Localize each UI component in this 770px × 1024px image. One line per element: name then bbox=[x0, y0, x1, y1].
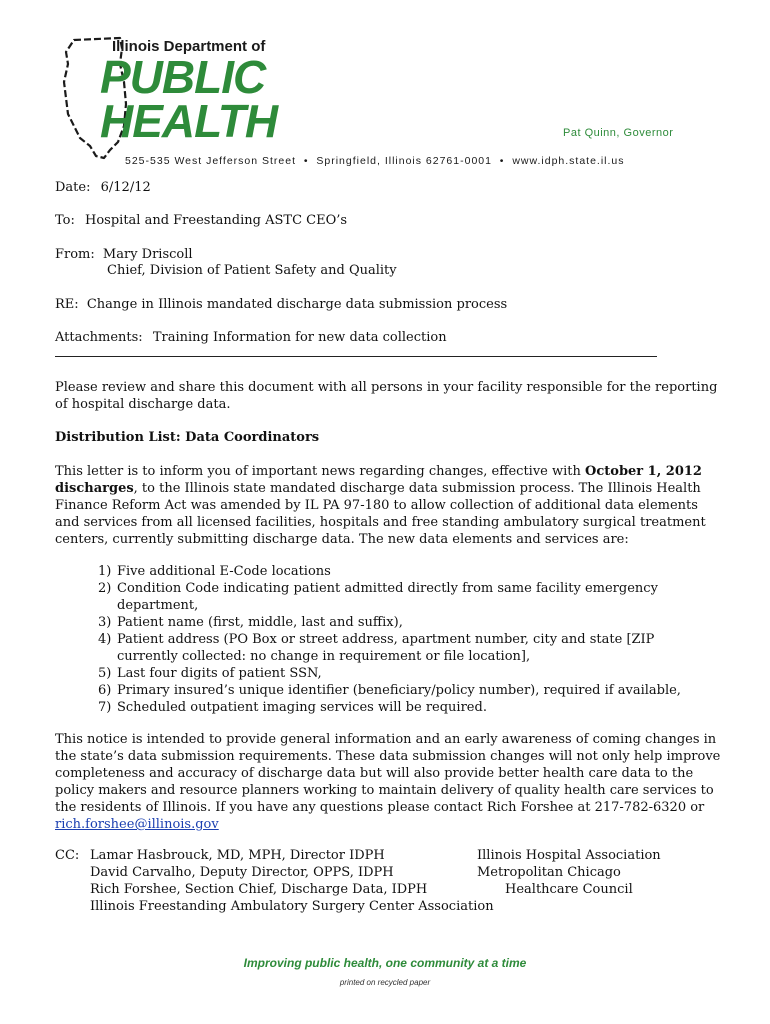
to-label: To: bbox=[55, 213, 75, 228]
paragraph-notice bbox=[55, 731, 725, 833]
department-name: Illinois Department of bbox=[112, 38, 266, 55]
footer-slogan: Improving public health, one community at a time bbox=[243, 956, 527, 970]
list-item bbox=[98, 699, 708, 716]
letterhead-address: 525-535 West Jefferson Street • Springfield, Illinois 62761-0001 • www.idph.state.il.us bbox=[125, 155, 625, 167]
re-line bbox=[55, 296, 507, 313]
cc-recipient: Healthcare Council bbox=[505, 882, 633, 897]
distribution-list: Distribution List: Data Coordinators bbox=[55, 430, 320, 445]
cc-recipient: Metropolitan Chicago bbox=[477, 865, 621, 880]
from-name: Mary Driscoll bbox=[102, 247, 193, 262]
re-label: RE: bbox=[55, 297, 79, 312]
footer-recycled-note: printed on recycled paper bbox=[339, 978, 431, 987]
list-item bbox=[98, 682, 708, 699]
attachments-line bbox=[55, 329, 447, 346]
to-line bbox=[55, 212, 348, 229]
list-item-number: 6) bbox=[98, 683, 112, 698]
list-item-number: 5) bbox=[98, 666, 112, 681]
date-label: Date: bbox=[55, 180, 91, 195]
list-item-text: Primary insured’s unique identifier (beneficiary/policy number), required if available, bbox=[117, 683, 681, 698]
list-item-number: 7) bbox=[98, 700, 112, 715]
contact-email-link[interactable]: rich.forshee@illinois.gov bbox=[55, 817, 219, 832]
cc-left-list bbox=[90, 847, 494, 915]
list-item bbox=[98, 563, 708, 580]
cc-recipient: Lamar Hasbrouck, MD, MPH, Director IDPH bbox=[90, 848, 385, 863]
attachments-label: Attachments: bbox=[55, 330, 143, 345]
list-item-number: 3) bbox=[98, 615, 112, 630]
effective-date-bold: October 1, 2012 discharges bbox=[55, 464, 702, 496]
list-item bbox=[98, 614, 708, 631]
list-item bbox=[98, 631, 708, 665]
paragraph-notice-text: This notice is intended to provide general information and an early awareness of coming changes in the state’s data submission requirements. These data submission changes will not only help improve completeness and accuracy of discharge data but will also provide better health care data to the policy makers and resource planners working to maintain delivery of quality health care services to the residents of Illinois. If you have any questions please contact Rich Forshee at 217-782-6320 or bbox=[55, 732, 721, 815]
paragraph-changes bbox=[55, 463, 725, 548]
cc-recipient: David Carvalho, Deputy Director, OPPS, IDPH bbox=[90, 865, 394, 880]
cc-recipient: Rich Forshee, Section Chief, Discharge Data, IDPH bbox=[90, 882, 428, 897]
list-item bbox=[98, 665, 708, 682]
list-item-number: 4) bbox=[98, 632, 112, 647]
list-item-text: Five additional E-Code locations bbox=[117, 564, 331, 579]
list-item-text: Scheduled outpatient imaging services will be required. bbox=[117, 700, 487, 715]
date-line bbox=[55, 179, 151, 196]
list-item-text: Patient address (PO Box or street address, apartment number, city and state [ZIP currently collected: no change in requirement or file location], bbox=[117, 632, 655, 664]
logo-health: HEALTH bbox=[100, 95, 278, 147]
re-value: Change in Illinois mandated discharge data submission process bbox=[86, 297, 508, 312]
cc-recipient: Illinois Freestanding Ambulatory Surgery Center Association bbox=[90, 899, 494, 914]
cc-label: CC: bbox=[55, 848, 80, 863]
cc-recipient: Illinois Hospital Association bbox=[477, 848, 661, 863]
list-item-number: 1) bbox=[98, 564, 112, 579]
paragraph-changes-text-b: , to the Illinois state mandated discharge data submission process. The Illinois Health Finance Reform Act was amended by IL PA 97-180 to allow collection of additional data elements and services from all licensed facilities, hospitals and free standing ambulatory surgical treatment centers, currently submitting discharge data. The new data elements and services are: bbox=[55, 481, 706, 547]
intro-paragraph: Please review and share this document with all persons in your facility responsible for the reporting of hospital discharge data. bbox=[55, 380, 718, 412]
list-item-text: Patient name (first, middle, last and suffix), bbox=[117, 615, 403, 630]
governor-line: Pat Quinn, Governor bbox=[563, 127, 674, 139]
from-line bbox=[55, 246, 193, 263]
header-divider bbox=[55, 356, 657, 357]
from-title: Chief, Division of Patient Safety and Quality bbox=[107, 263, 397, 278]
paragraph-changes-text-a: This letter is to inform you of important news regarding changes, effective with bbox=[55, 464, 586, 479]
cc-right-list bbox=[477, 847, 661, 898]
date-value: 6/12/12 bbox=[100, 180, 151, 195]
list-item-number: 2) bbox=[98, 581, 112, 596]
list-item-text: Condition Code indicating patient admitted directly from same facility emergency department, bbox=[117, 581, 658, 613]
logo-public: PUBLIC bbox=[100, 51, 266, 103]
new-data-elements-list bbox=[98, 563, 708, 716]
to-value: Hospital and Freestanding ASTC CEO’s bbox=[85, 213, 348, 228]
list-item-text: Last four digits of patient SSN, bbox=[117, 666, 322, 681]
list-item bbox=[98, 580, 708, 614]
attachments-value: Training Information for new data collection bbox=[152, 330, 447, 345]
from-label: From: bbox=[55, 247, 95, 262]
